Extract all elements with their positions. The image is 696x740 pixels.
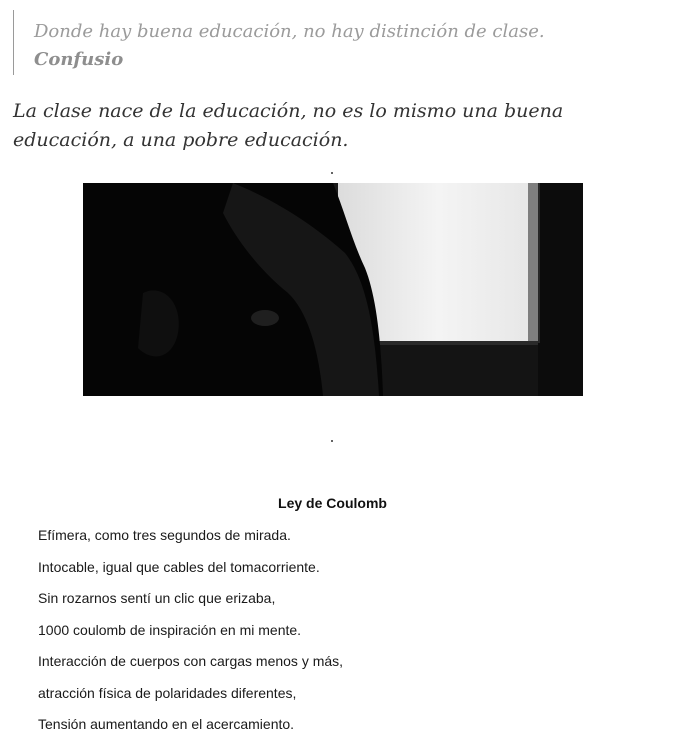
quote-author: Confusio [34,49,124,70]
separator-dot-top [331,172,333,174]
poem-line: Intocable, igual que cables del tomacorriente. [38,558,320,575]
lead-paragraph: La clase nace de la educación, no es lo mismo una buena educación, a una pobre educación. [13,100,564,151]
poem-line: atracción física de polaridades diferentes, [38,684,297,701]
poem-body [38,525,658,740]
quote-text: Donde hay buena educación, no hay distinción de clase. [34,21,545,42]
poem-line: Interacción de cuerpos con cargas menos y más, [38,653,344,669]
poem-line: 1000 coulomb de inspiración en mi mente. [38,621,302,638]
poem-title: Ley de Coulomb [278,495,387,511]
poem-line: Sin rozarnos sentí un clic que erizaba, [38,590,276,606]
article-photo [83,183,583,396]
poem-line: Tensión aumentando en el acercamiento. [38,716,295,732]
poem-line: Efímera, como tres segundos de mirada. [38,527,291,543]
blockquote [13,10,653,75]
separator-dot-bottom [331,440,333,442]
